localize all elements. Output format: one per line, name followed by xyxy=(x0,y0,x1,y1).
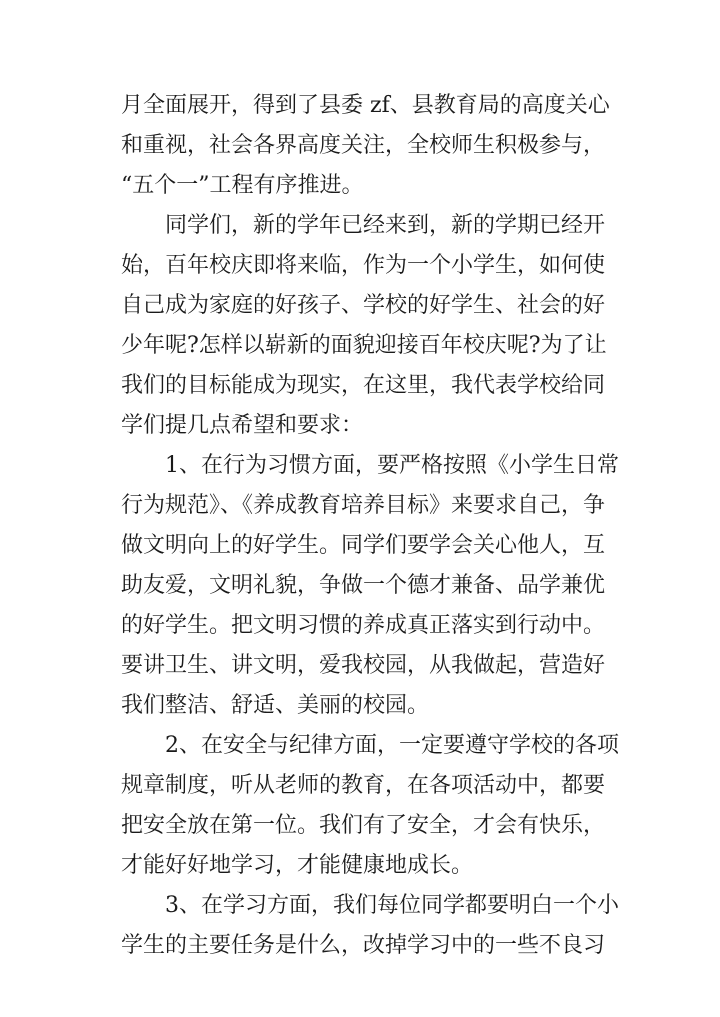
text-line: 2、在安全与纪律方面，一定要遵守学校的各项 xyxy=(165,733,619,758)
text-line: 助友爱，文明礼貌，争做一个德才兼备、品学兼优 xyxy=(121,573,606,598)
text-line: 我们整洁、舒适、美丽的校园。 xyxy=(121,693,430,718)
text-line: 规章制度，听从老师的教育，在各项活动中，都要 xyxy=(121,773,606,798)
body-text xyxy=(121,86,619,966)
text-line: 要讲卫生、讲文明，爱我校园，从我做起，营造好 xyxy=(121,653,606,678)
text-line: 我们的目标能成为现实，在这里，我代表学校给同 xyxy=(121,373,606,398)
text-line: 少年呢?怎样以崭新的面貌迎接百年校庆呢?为了让 xyxy=(121,333,607,358)
text-line: 和重视，社会各界高度关注，全校师生积极参与， xyxy=(121,133,606,158)
text-line: 的好学生。把文明习惯的养成真正落实到行动中。 xyxy=(121,613,606,638)
text-line: 同学们，新的学年已经来到，新的学期已经开 xyxy=(165,213,606,238)
text-line: 始，百年校庆即将来临，作为一个小学生，如何使 xyxy=(121,253,606,278)
text-line: 学们提几点希望和要求： xyxy=(121,413,364,438)
text-line: 行为规范》、《养成教育培养目标》来要求自己，争 xyxy=(121,493,606,518)
text-line: 做文明向上的好学生。同学们要学会关心他人，互 xyxy=(121,533,606,558)
text-line: 自己成为家庭的好孩子、学校的好学生、社会的好 xyxy=(121,293,606,318)
text-line: 3、在学习方面，我们每位同学都要明白一个小 xyxy=(165,893,619,918)
text-line: 才能好好地学习，才能健康地成长。 xyxy=(121,853,474,878)
text-line: 学生的主要任务是什么，改掉学习中的一些不良习 xyxy=(121,933,606,958)
text-line: “五个一”工程有序推进。 xyxy=(121,173,364,198)
text-line: 月全面展开，得到了县委 zf、县教育局的高度关心 xyxy=(121,93,610,118)
text-line: 1、在行为习惯方面，要严格按照《小学生日常 xyxy=(165,453,619,478)
text-line: 把安全放在第一位。我们有了安全，才会有快乐， xyxy=(121,813,606,838)
